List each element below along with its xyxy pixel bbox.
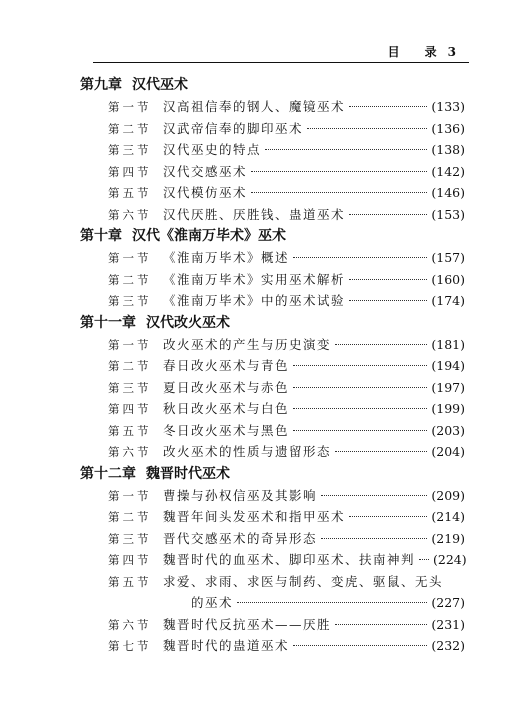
dot-leader bbox=[293, 387, 427, 388]
toc-entry[interactable] bbox=[80, 506, 465, 528]
page-number: (199) bbox=[431, 401, 465, 416]
toc-entry[interactable] bbox=[80, 290, 465, 312]
chapter-number: 第十章 bbox=[80, 228, 122, 244]
dot-leader bbox=[321, 495, 427, 496]
dot-leader bbox=[265, 149, 427, 150]
toc-entry[interactable] bbox=[80, 247, 465, 269]
section-title: 汉代交感巫术 bbox=[163, 163, 248, 179]
section-number: 第四节 bbox=[108, 164, 152, 179]
dot-leader bbox=[321, 538, 427, 539]
section-number: 第七节 bbox=[108, 639, 152, 653]
page-number: (231) bbox=[431, 616, 465, 632]
section-title: 夏日改火巫术与赤色 bbox=[163, 379, 290, 395]
section-number: 第三节 bbox=[108, 531, 152, 546]
toc-entry[interactable] bbox=[80, 571, 465, 593]
chapter-title: 汉代改火巫术 bbox=[146, 314, 230, 331]
header-title bbox=[388, 43, 457, 60]
dot-leader bbox=[335, 451, 427, 452]
section-number: 第六节 bbox=[108, 207, 152, 222]
toc-entry[interactable] bbox=[80, 269, 465, 291]
dot-leader bbox=[293, 257, 427, 258]
section-title: 魏晋时代的血巫术、脚印巫术、扶南神判 bbox=[163, 552, 416, 567]
toc-entry[interactable] bbox=[80, 161, 465, 183]
section-number: 第四节 bbox=[108, 402, 152, 416]
page-number: (224) bbox=[433, 552, 467, 567]
section-title: 冬日改火巫术与黑色 bbox=[163, 422, 290, 438]
dot-leader bbox=[251, 192, 427, 193]
page-number: (174) bbox=[431, 293, 465, 308]
dot-leader bbox=[349, 300, 427, 301]
page-number: (136) bbox=[431, 120, 465, 136]
dot-leader bbox=[349, 516, 427, 517]
section-number: 第二节 bbox=[108, 359, 152, 373]
section-number: 第一节 bbox=[108, 337, 152, 352]
dot-leader bbox=[237, 602, 427, 603]
dot-leader bbox=[293, 365, 427, 366]
page-number: (227) bbox=[431, 595, 465, 610]
page-number: (157) bbox=[431, 250, 465, 265]
dot-leader bbox=[293, 645, 427, 646]
page-number: (142) bbox=[431, 163, 465, 179]
section-title: 改火巫术的性质与遗留形态 bbox=[163, 444, 332, 459]
chapter-number: 第九章 bbox=[80, 77, 122, 93]
page-number: (219) bbox=[431, 530, 465, 546]
section-title: 改火巫术的产生与历史演变 bbox=[163, 336, 332, 352]
header-section-2: 录 bbox=[424, 45, 438, 59]
section-title: 汉高祖信奉的钢人、魔镜巫术 bbox=[163, 99, 346, 114]
header-page-number: 3 bbox=[447, 45, 457, 59]
header-section: 目 bbox=[387, 45, 401, 59]
page-number: (138) bbox=[431, 142, 465, 157]
section-title: 汉代模仿巫术 bbox=[163, 185, 248, 200]
chapter-number: 第十一章 bbox=[80, 314, 136, 331]
section-number: 第五节 bbox=[108, 186, 152, 200]
page-number: (209) bbox=[431, 487, 465, 503]
page-number: (146) bbox=[431, 185, 465, 200]
page-number: (204) bbox=[431, 444, 465, 459]
dot-leader bbox=[293, 408, 427, 409]
toc-entry[interactable] bbox=[80, 204, 465, 226]
toc-entry[interactable] bbox=[80, 377, 465, 399]
section-title: 魏晋年间头发巫术和指甲巫术 bbox=[163, 509, 346, 524]
section-number: 第一节 bbox=[108, 100, 152, 114]
section-number: 第三节 bbox=[108, 380, 152, 395]
section-title: 的巫术 bbox=[191, 595, 234, 610]
toc-entry[interactable] bbox=[80, 485, 465, 507]
section-number: 第六节 bbox=[108, 445, 152, 459]
section-title: 《淮南万毕术》实用巫术解析 bbox=[163, 271, 346, 287]
toc-entry[interactable] bbox=[80, 549, 465, 571]
page-number: (232) bbox=[431, 638, 465, 653]
section-title: 汉代巫史的特点 bbox=[163, 142, 262, 157]
page-number: (133) bbox=[431, 99, 465, 114]
section-title: 《淮南万毕术》概述 bbox=[163, 250, 290, 265]
toc-entry[interactable] bbox=[80, 528, 465, 550]
page-number: (214) bbox=[431, 509, 465, 524]
chapter-heading bbox=[80, 225, 465, 247]
toc-entry[interactable] bbox=[80, 355, 465, 377]
section-title: 曹操与孙权信巫及其影响 bbox=[163, 487, 318, 503]
chapter-heading bbox=[80, 74, 465, 96]
page-number: (203) bbox=[431, 422, 465, 438]
section-title: 汉武帝信奉的脚印巫术 bbox=[163, 120, 304, 136]
section-title: 《淮南万毕术》中的巫术试验 bbox=[163, 293, 346, 308]
section-number: 第六节 bbox=[108, 617, 152, 632]
chapter-title: 汉代《淮南万毕术》巫术 bbox=[132, 228, 286, 244]
section-number: 第二节 bbox=[108, 510, 152, 524]
section-number: 第一节 bbox=[108, 251, 152, 265]
toc-entry[interactable] bbox=[80, 139, 465, 161]
chapter-title: 汉代巫术 bbox=[132, 77, 188, 93]
page-number: (181) bbox=[431, 336, 465, 352]
section-number: 第二节 bbox=[108, 272, 152, 287]
dot-leader bbox=[251, 171, 427, 172]
toc-entry[interactable] bbox=[80, 592, 465, 614]
section-title: 魏晋时代反抗巫术——厌胜 bbox=[163, 616, 332, 632]
section-title: 汉代厌胜、厌胜钱、蛊道巫术 bbox=[163, 206, 346, 222]
toc-entry[interactable] bbox=[80, 420, 465, 442]
dot-leader bbox=[293, 430, 427, 431]
dot-leader bbox=[419, 559, 429, 560]
section-number: 第一节 bbox=[108, 488, 152, 503]
toc-entry[interactable] bbox=[80, 182, 465, 204]
chapter-title: 魏晋时代巫术 bbox=[146, 465, 230, 482]
chapter-heading bbox=[80, 312, 465, 334]
section-number: 第三节 bbox=[108, 143, 152, 157]
section-title: 魏晋时代的蛊道巫术 bbox=[163, 638, 290, 653]
section-number: 第二节 bbox=[108, 121, 152, 136]
page-number: (194) bbox=[431, 358, 465, 373]
header-rule bbox=[93, 62, 469, 63]
page-number: (160) bbox=[431, 271, 465, 287]
section-title: 春日改火巫术与青色 bbox=[163, 358, 290, 373]
dot-leader bbox=[307, 128, 427, 129]
section-number: 第三节 bbox=[108, 294, 152, 308]
toc-entry[interactable] bbox=[80, 635, 465, 657]
toc-entry[interactable] bbox=[80, 334, 465, 356]
page-number: (197) bbox=[431, 379, 465, 395]
dot-leader bbox=[349, 106, 427, 107]
dot-leader bbox=[349, 214, 427, 215]
running-header bbox=[0, 0, 515, 60]
toc-entry[interactable] bbox=[80, 398, 465, 420]
chapter-heading bbox=[80, 463, 465, 485]
toc-entry[interactable] bbox=[80, 96, 465, 118]
section-title: 秋日改火巫术与白色 bbox=[163, 401, 290, 416]
chapter-number: 第十二章 bbox=[80, 465, 136, 482]
section-title: 晋代交感巫术的奇异形态 bbox=[163, 530, 318, 546]
toc-entry[interactable] bbox=[80, 118, 465, 140]
toc-entry[interactable] bbox=[80, 441, 465, 463]
toc-entry[interactable] bbox=[80, 614, 465, 636]
dot-leader bbox=[335, 344, 427, 345]
section-number: 第四节 bbox=[108, 553, 152, 567]
dot-leader bbox=[335, 624, 427, 625]
dot-leader bbox=[349, 279, 427, 280]
page-number: (153) bbox=[431, 206, 465, 222]
section-title: 求爱、求雨、求医与制药、变虎、驱鼠、无头 bbox=[163, 573, 444, 589]
section-number: 第五节 bbox=[108, 574, 152, 589]
section-number: 第五节 bbox=[108, 423, 152, 438]
table-of-contents bbox=[80, 74, 465, 657]
